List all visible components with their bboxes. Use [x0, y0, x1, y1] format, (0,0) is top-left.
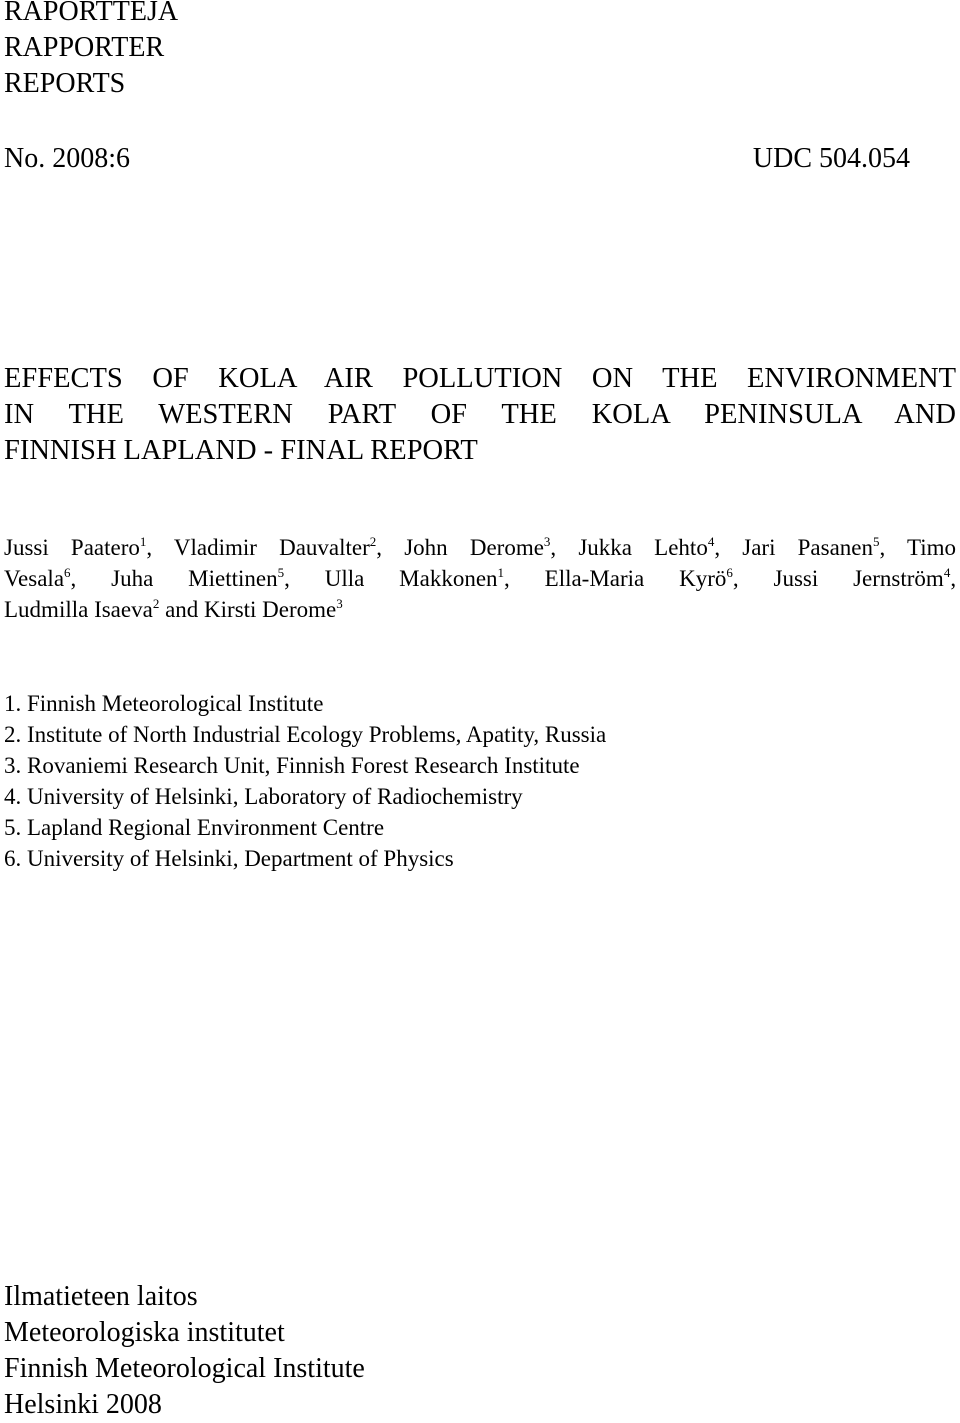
author-line-3 — [4, 594, 956, 625]
author-line-2 — [4, 563, 956, 594]
series-english: REPORTS — [4, 68, 126, 99]
affiliation-item: 3. Rovaniemi Research Unit, Finnish Forest Research Institute — [4, 753, 580, 778]
affiliation-item: 1. Finnish Meteorological Institute — [4, 691, 324, 716]
publisher-finnish: Ilmatieteen laitos — [4, 1281, 198, 1312]
author-name-second-part: Vesala — [4, 566, 65, 591]
author-separator: , — [879, 535, 908, 560]
author-name: Juha Miettinen — [111, 566, 278, 591]
affiliation-item: 2. Institute of North Industrial Ecology Problems, Apatity, Russia — [4, 722, 607, 747]
author-separator: , — [504, 566, 545, 591]
author-name: Kirsti Derome — [204, 597, 337, 622]
report-number: No. 2008:6 — [4, 143, 130, 174]
author-separator: , — [146, 535, 174, 560]
author-separator: , — [550, 535, 579, 560]
author-separator: , — [376, 535, 405, 560]
author-name: Vladimir Dauvalter — [173, 535, 370, 560]
affiliation-item: 4. University of Helsinki, Laboratory of Radiochemistry — [4, 784, 523, 809]
author-name: Jukka Lehto — [578, 535, 708, 560]
publisher-block — [4, 1279, 365, 1423]
author-affiliation-number: 3 — [543, 534, 551, 549]
author-separator: , — [70, 566, 112, 591]
author-affiliation-number: 3 — [336, 596, 343, 611]
author-affiliation-number: 1 — [497, 565, 505, 580]
author-name: Jari Pasanen — [742, 535, 873, 560]
author-name: Ulla Makkonen — [324, 566, 498, 591]
author-list — [4, 532, 956, 625]
title-line-1: EFFECTS OF KOLA AIR POLLUTION ON THE ENVIRONMENT — [4, 363, 956, 394]
author-name: Ludmilla Isaeva — [4, 597, 153, 622]
title-line-3: FINNISH LAPLAND - FINAL REPORT — [4, 435, 478, 466]
affiliation-item: 5. Lapland Regional Environment Centre — [4, 815, 385, 840]
author-separator: , — [732, 566, 774, 591]
author-name: Jussi Jernström — [773, 566, 944, 591]
affiliation-list — [4, 688, 606, 874]
author-affiliation-number: 6 — [726, 565, 733, 580]
title-line-2: IN THE WESTERN PART OF THE KOLA PENINSULA AND — [4, 399, 956, 430]
author-affiliation-number: 1 — [139, 534, 147, 549]
author-affiliation-number: 4 — [943, 565, 951, 580]
publication-place-year: Helsinki 2008 — [4, 1389, 162, 1420]
udc-code: UDC 504.054 — [752, 143, 910, 174]
author-separator: , — [284, 566, 325, 591]
author-name: John Derome — [404, 535, 544, 560]
author-affiliation-number: 5 — [277, 565, 285, 580]
author-affiliation-number: 2 — [369, 534, 377, 549]
author-trailing-comma: , — [950, 566, 957, 591]
author-affiliation-number: 6 — [64, 565, 71, 580]
report-title — [4, 361, 956, 469]
author-final-connector: and — [159, 597, 205, 622]
author-name: Ella-Maria Kyrö — [544, 566, 727, 591]
author-separator: , — [714, 535, 743, 560]
affiliation-item: 6. University of Helsinki, Department of Physics — [4, 846, 454, 871]
publisher-swedish: Meteorologiska institutet — [4, 1317, 285, 1348]
author-affiliation-number: 2 — [152, 596, 160, 611]
author-line-1 — [4, 532, 956, 563]
author-name: Jussi Paatero — [4, 535, 140, 560]
report-series — [4, 0, 178, 102]
series-swedish: RAPPORTER — [4, 32, 165, 63]
series-finnish: RAPORTTEJA — [4, 0, 179, 27]
author-affiliation-number: 5 — [873, 534, 880, 549]
publisher-english: Finnish Meteorological Institute — [4, 1353, 365, 1384]
author-affiliation-number: 4 — [707, 534, 715, 549]
author-name-first-part: Timo — [907, 535, 957, 560]
